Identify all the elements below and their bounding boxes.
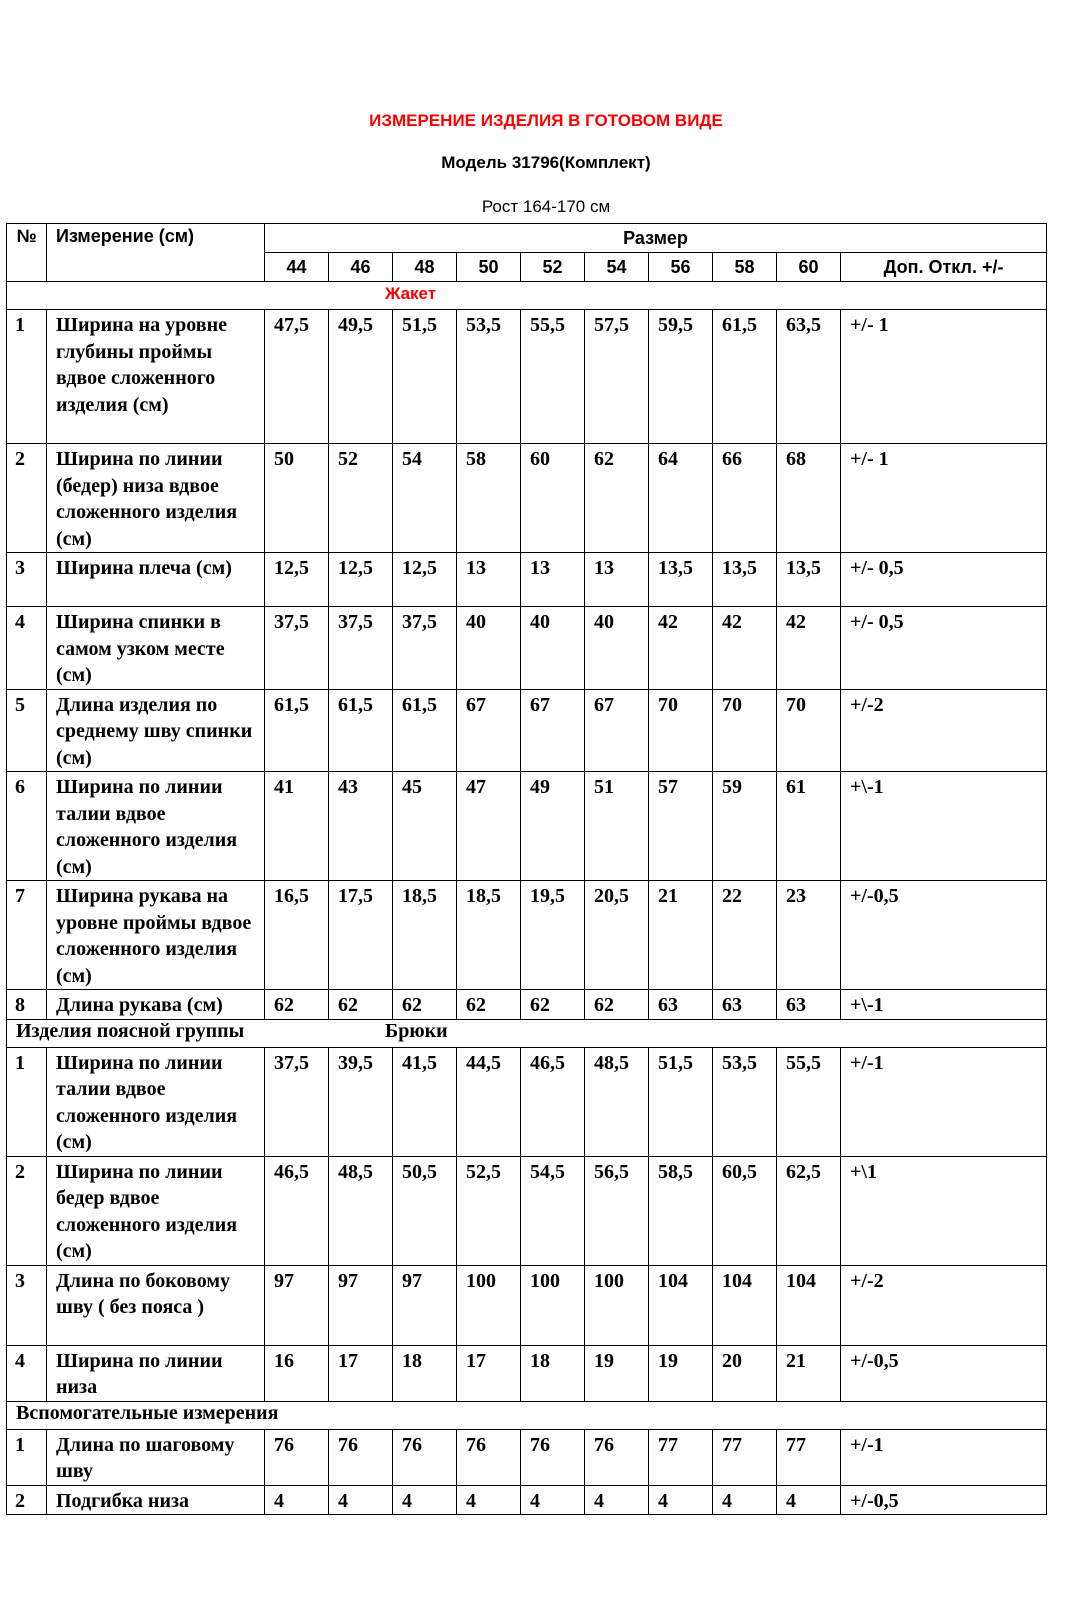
- size-value: 100: [521, 1265, 585, 1345]
- size-value: 62: [329, 990, 393, 1020]
- size-value: 97: [265, 1265, 329, 1345]
- size-value: 18: [393, 1345, 457, 1401]
- size-value: 4: [457, 1485, 521, 1515]
- size-value: 51,5: [649, 1047, 713, 1156]
- size-value: 39,5: [329, 1047, 393, 1156]
- table-row: [7, 553, 1047, 607]
- size-value: 4: [393, 1485, 457, 1515]
- size-value: 76: [265, 1429, 329, 1485]
- section-cell: [7, 1401, 1047, 1429]
- header-tolerance: Доп. Откл. +/-: [841, 253, 1047, 282]
- table-row: [7, 1485, 1047, 1515]
- size-value: 76: [393, 1429, 457, 1485]
- size-value: 100: [457, 1265, 521, 1345]
- size-value: 57: [649, 772, 713, 881]
- size-value: 56,5: [585, 1156, 649, 1265]
- size-value: 46,5: [265, 1156, 329, 1265]
- row-number: 6: [7, 772, 47, 881]
- size-value: 50,5: [393, 1156, 457, 1265]
- row-number: 8: [7, 990, 47, 1020]
- table-row: [7, 881, 1047, 990]
- table-row: [7, 1156, 1047, 1265]
- size-value: 17: [457, 1345, 521, 1401]
- table-row: [7, 444, 1047, 553]
- tolerance-value: +/- 1: [841, 310, 1047, 444]
- row-number: 1: [7, 1047, 47, 1156]
- section-label: Вспомогательные измерения: [16, 1401, 279, 1424]
- size-value: 20,5: [585, 881, 649, 990]
- size-value: 44,5: [457, 1047, 521, 1156]
- size-value: 54: [393, 444, 457, 553]
- size-value: 70: [649, 689, 713, 772]
- size-value: 77: [649, 1429, 713, 1485]
- size-value: 62: [265, 990, 329, 1020]
- header-size-cell: 48: [393, 253, 457, 282]
- size-value: 21: [649, 881, 713, 990]
- size-value: 54,5: [521, 1156, 585, 1265]
- size-value: 40: [521, 607, 585, 690]
- header-size-cell: 56: [649, 253, 713, 282]
- size-value: 97: [393, 1265, 457, 1345]
- size-value: 76: [457, 1429, 521, 1485]
- size-value: 77: [713, 1429, 777, 1485]
- table-row: [7, 990, 1047, 1020]
- header-size-cell: 52: [521, 253, 585, 282]
- size-value: 60,5: [713, 1156, 777, 1265]
- tolerance-value: +\-1: [841, 772, 1047, 881]
- size-value: 4: [649, 1485, 713, 1515]
- size-value: 42: [777, 607, 841, 690]
- header-size-cell: 54: [585, 253, 649, 282]
- size-value: 49: [521, 772, 585, 881]
- size-value: 41,5: [393, 1047, 457, 1156]
- height-label: Рост 164-170 см: [481, 197, 611, 216]
- row-number: 4: [7, 607, 47, 690]
- size-value: 17,5: [329, 881, 393, 990]
- size-value: 52: [329, 444, 393, 553]
- measurement-name: Подгибка низа: [47, 1485, 265, 1515]
- size-value: 100: [585, 1265, 649, 1345]
- size-value: 53,5: [713, 1047, 777, 1156]
- size-value: 37,5: [265, 607, 329, 690]
- size-value: 37,5: [265, 1047, 329, 1156]
- size-value: 19,5: [521, 881, 585, 990]
- size-value: 53,5: [457, 310, 521, 444]
- row-number: 2: [7, 1485, 47, 1515]
- size-value: 63,5: [777, 310, 841, 444]
- size-value: 37,5: [329, 607, 393, 690]
- size-value: 61,5: [713, 310, 777, 444]
- table-row: [7, 310, 1047, 444]
- section-title: Жакет: [385, 284, 437, 303]
- size-value: 12,5: [329, 553, 393, 607]
- measurement-name: Ширина рукава на уровне проймы вдвое сложенного изделия (см): [47, 881, 265, 990]
- size-value: 76: [585, 1429, 649, 1485]
- tolerance-value: +/-1: [841, 1047, 1047, 1156]
- size-value: 67: [521, 689, 585, 772]
- tolerance-value: +/- 0,5: [841, 607, 1047, 690]
- header-size-cell: 44: [265, 253, 329, 282]
- table-row: [7, 1345, 1047, 1401]
- size-value: 70: [777, 689, 841, 772]
- measurement-name: Длина по боковому шву ( без пояса ): [47, 1265, 265, 1345]
- size-value: 63: [713, 990, 777, 1020]
- size-value: 62: [585, 990, 649, 1020]
- size-value: 16: [265, 1345, 329, 1401]
- header-size-cell: 46: [329, 253, 393, 282]
- section-row: [7, 282, 1047, 310]
- table-row: [7, 607, 1047, 690]
- size-value: 13,5: [777, 553, 841, 607]
- size-value: 58: [457, 444, 521, 553]
- measurement-name: Ширина по линии талии вдвое сложенного изделия (см): [47, 772, 265, 881]
- size-value: 61,5: [393, 689, 457, 772]
- size-value: 45: [393, 772, 457, 881]
- size-value: 43: [329, 772, 393, 881]
- size-value: 70: [713, 689, 777, 772]
- size-value: 4: [713, 1485, 777, 1515]
- table-row: [7, 1047, 1047, 1156]
- size-value: 62,5: [777, 1156, 841, 1265]
- measurement-name: Ширина на уровне глубины проймы вдвое сложенного изделия (см): [47, 310, 265, 444]
- size-value: 19: [585, 1345, 649, 1401]
- row-number: 1: [7, 1429, 47, 1485]
- size-value: 104: [713, 1265, 777, 1345]
- measurement-name: Ширина плеча (см): [47, 553, 265, 607]
- header-size-cell: 60: [777, 253, 841, 282]
- size-value: 48,5: [329, 1156, 393, 1265]
- size-value: 52,5: [457, 1156, 521, 1265]
- row-number: 2: [7, 1156, 47, 1265]
- size-value: 77: [777, 1429, 841, 1485]
- size-value: 13,5: [713, 553, 777, 607]
- model-label: Модель 31796(Комплект): [441, 153, 651, 172]
- document-title: ИЗМЕРЕНИЕ ИЗДЕЛИЯ В ГОТОВОМ ВИДЕ: [369, 111, 723, 130]
- section-row: [7, 1401, 1047, 1429]
- header-number: №: [7, 224, 47, 282]
- size-value: 4: [585, 1485, 649, 1515]
- size-value: 57,5: [585, 310, 649, 444]
- header-measurement: Измерение (см): [47, 224, 265, 282]
- measurement-name: Ширина по линии низа: [47, 1345, 265, 1401]
- size-value: 13: [585, 553, 649, 607]
- measurement-name: Ширина по линии бедер вдвое сложенного изделия (см): [47, 1156, 265, 1265]
- size-value: 40: [585, 607, 649, 690]
- size-value: 4: [329, 1485, 393, 1515]
- size-value: 20: [713, 1345, 777, 1401]
- tolerance-value: +/-2: [841, 1265, 1047, 1345]
- size-value: 22: [713, 881, 777, 990]
- tolerance-value: +/- 1: [841, 444, 1047, 553]
- tolerance-value: +/-1: [841, 1429, 1047, 1485]
- table-row: [7, 772, 1047, 881]
- size-value: 18,5: [457, 881, 521, 990]
- measurement-name: Длина по шаговому шву: [47, 1429, 265, 1485]
- size-value: 63: [777, 990, 841, 1020]
- size-value: 51: [585, 772, 649, 881]
- size-value: 46,5: [521, 1047, 585, 1156]
- size-value: 47,5: [265, 310, 329, 444]
- section-row: [7, 1019, 1047, 1047]
- size-value: 50: [265, 444, 329, 553]
- size-value: 64: [649, 444, 713, 553]
- size-value: 68: [777, 444, 841, 553]
- tolerance-value: +/- 0,5: [841, 553, 1047, 607]
- size-value: 59: [713, 772, 777, 881]
- size-value: 40: [457, 607, 521, 690]
- size-value: 16,5: [265, 881, 329, 990]
- table-row: [7, 689, 1047, 772]
- size-value: 61,5: [329, 689, 393, 772]
- size-value: 62: [521, 990, 585, 1020]
- row-number: 5: [7, 689, 47, 772]
- section-label: Изделия поясной группы: [16, 1019, 245, 1042]
- size-value: 60: [521, 444, 585, 553]
- header-size-cell: 58: [713, 253, 777, 282]
- size-value: 12,5: [265, 553, 329, 607]
- row-number: 3: [7, 553, 47, 607]
- measurement-table: [6, 223, 1047, 1515]
- size-value: 13: [521, 553, 585, 607]
- size-value: 17: [329, 1345, 393, 1401]
- measurement-name: Ширина по линии (бедер) низа вдвое сложенного изделия (см): [47, 444, 265, 553]
- size-value: 67: [585, 689, 649, 772]
- size-value: 18: [521, 1345, 585, 1401]
- row-number: 4: [7, 1345, 47, 1401]
- size-value: 49,5: [329, 310, 393, 444]
- row-number: 1: [7, 310, 47, 444]
- section-cell: [7, 282, 1047, 310]
- size-value: 76: [521, 1429, 585, 1485]
- measurement-name: Ширина спинки в самом узком месте (см): [47, 607, 265, 690]
- size-value: 97: [329, 1265, 393, 1345]
- section-cell: [7, 1019, 1047, 1047]
- row-number: 2: [7, 444, 47, 553]
- size-value: 13,5: [649, 553, 713, 607]
- size-value: 47: [457, 772, 521, 881]
- size-value: 55,5: [521, 310, 585, 444]
- tolerance-value: +/-0,5: [841, 1345, 1047, 1401]
- size-value: 62: [457, 990, 521, 1020]
- row-number: 3: [7, 1265, 47, 1345]
- size-value: 66: [713, 444, 777, 553]
- tolerance-value: +\1: [841, 1156, 1047, 1265]
- table-row: [7, 1265, 1047, 1345]
- measurement-name: Длина рукава (см): [47, 990, 265, 1020]
- size-value: 37,5: [393, 607, 457, 690]
- size-value: 4: [521, 1485, 585, 1515]
- measurement-name: Длина изделия по среднему шву спинки (см): [47, 689, 265, 772]
- size-value: 62: [585, 444, 649, 553]
- size-value: 104: [649, 1265, 713, 1345]
- size-value: 19: [649, 1345, 713, 1401]
- size-value: 41: [265, 772, 329, 881]
- size-value: 23: [777, 881, 841, 990]
- size-value: 21: [777, 1345, 841, 1401]
- size-value: 51,5: [393, 310, 457, 444]
- tolerance-value: +/-0,5: [841, 1485, 1047, 1515]
- section-title: Брюки: [385, 1019, 448, 1042]
- size-value: 12,5: [393, 553, 457, 607]
- header-size: Размер: [265, 224, 1047, 253]
- size-value: 42: [649, 607, 713, 690]
- size-value: 67: [457, 689, 521, 772]
- row-number: 7: [7, 881, 47, 990]
- size-value: 62: [393, 990, 457, 1020]
- table-row: [7, 1429, 1047, 1485]
- tolerance-value: +\-1: [841, 990, 1047, 1020]
- size-value: 61,5: [265, 689, 329, 772]
- tolerance-value: +/-2: [841, 689, 1047, 772]
- size-value: 4: [265, 1485, 329, 1515]
- size-value: 58,5: [649, 1156, 713, 1265]
- size-value: 76: [329, 1429, 393, 1485]
- size-value: 18,5: [393, 881, 457, 990]
- size-value: 42: [713, 607, 777, 690]
- size-value: 61: [777, 772, 841, 881]
- size-value: 63: [649, 990, 713, 1020]
- size-value: 104: [777, 1265, 841, 1345]
- size-value: 55,5: [777, 1047, 841, 1156]
- measurement-name: Ширина по линии талии вдвое сложенного изделия (см): [47, 1047, 265, 1156]
- size-value: 48,5: [585, 1047, 649, 1156]
- size-value: 13: [457, 553, 521, 607]
- size-value: 59,5: [649, 310, 713, 444]
- tolerance-value: +/-0,5: [841, 881, 1047, 990]
- header-size-cell: 50: [457, 253, 521, 282]
- size-value: 4: [777, 1485, 841, 1515]
